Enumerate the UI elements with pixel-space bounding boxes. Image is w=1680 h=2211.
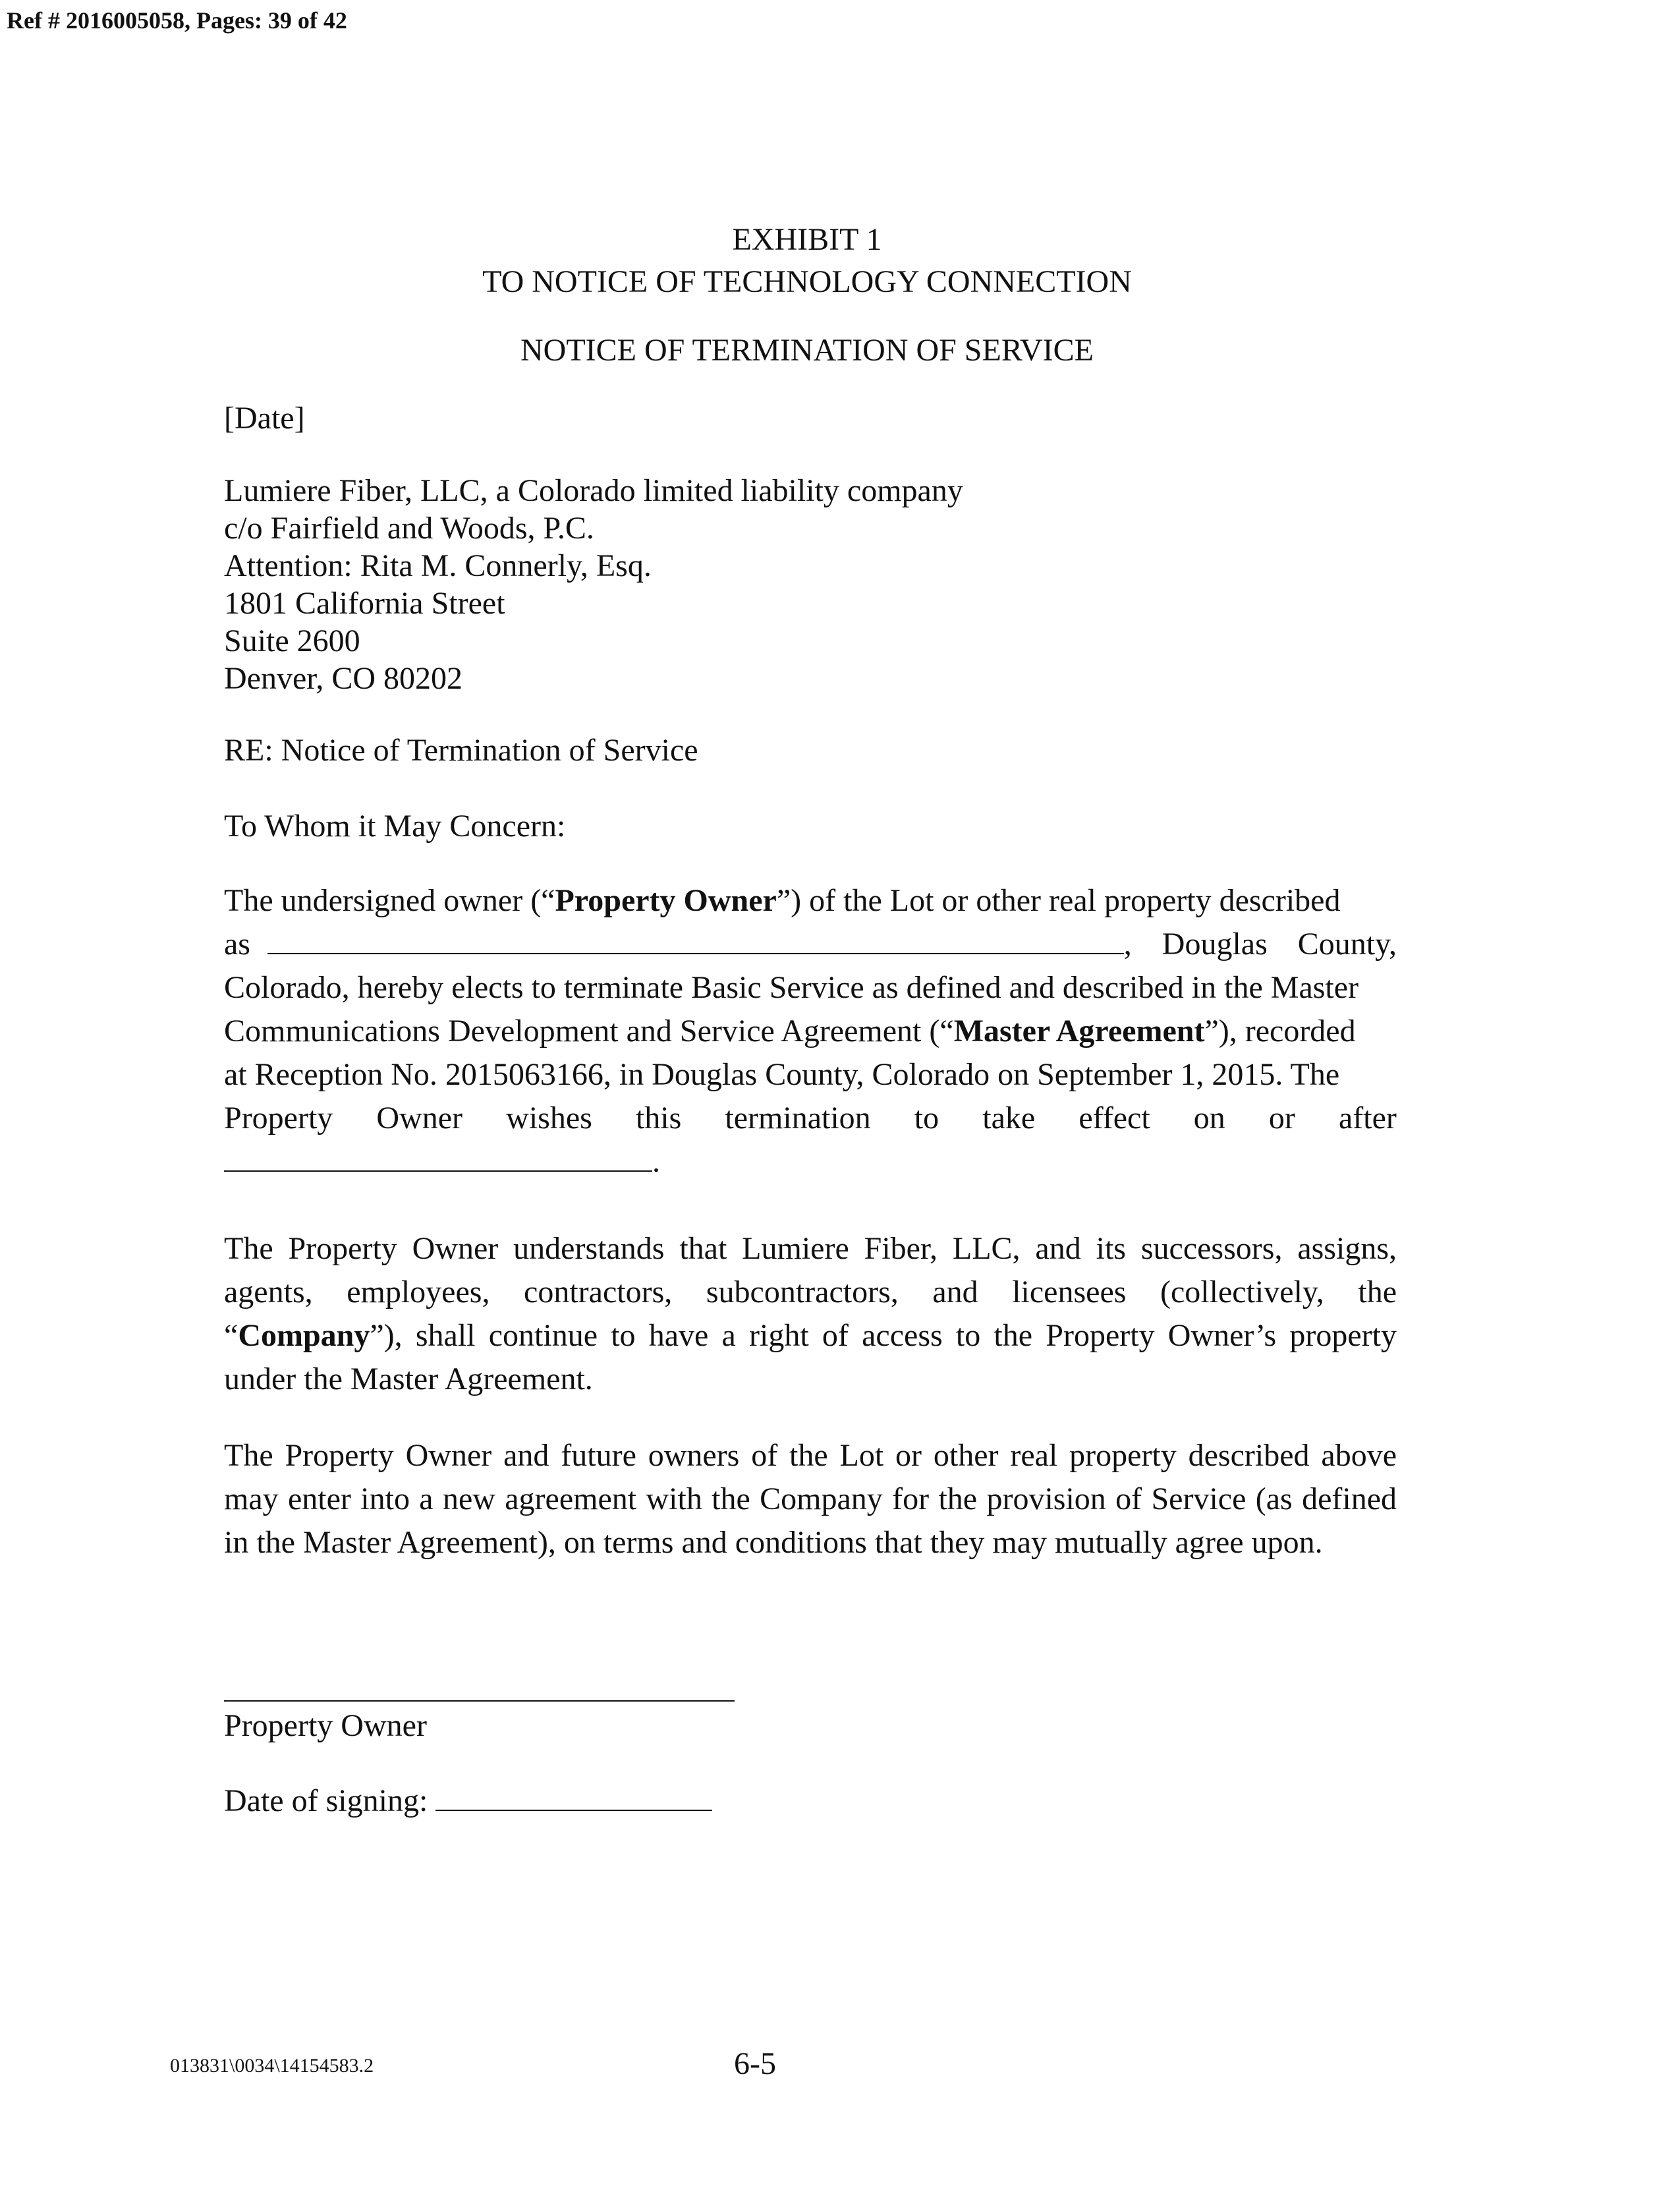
address-line: c/o Fairfield and Woods, P.C. bbox=[224, 511, 594, 546]
paragraph-line: at Reception No. 2015063166, in Douglas County, Colorado on September 1, 2015. The bbox=[224, 1057, 1340, 1092]
address-line: Lumiere Fiber, LLC, a Colorado limited liability company bbox=[224, 473, 963, 508]
address-block bbox=[224, 472, 963, 697]
paragraph-line: Colorado, hereby elects to terminate Basic Service as defined and described in the Master bbox=[224, 970, 1359, 1005]
defined-term-master-agreement: Master Agreement bbox=[953, 1014, 1205, 1048]
document-code: 013831\0034\14154583.2 bbox=[170, 2055, 374, 2077]
signature-line[interactable] bbox=[224, 1700, 735, 1702]
paragraph-line: Property Owner wishes this termination to take effect on or after bbox=[224, 1101, 1397, 1135]
defined-term-property-owner: Property Owner bbox=[555, 883, 777, 918]
reference-header: Ref # 2016005058, Pages: 39 of 42 bbox=[7, 7, 347, 34]
paragraph-election bbox=[224, 879, 1397, 1184]
date-of-signing bbox=[224, 1781, 712, 1820]
salutation: To Whom it May Concern: bbox=[224, 809, 566, 844]
effective-date-blank[interactable] bbox=[224, 1141, 652, 1172]
exhibit-title bbox=[0, 219, 1614, 303]
paragraph-line: as , Douglas County, bbox=[224, 923, 1397, 966]
date-of-signing-label: Date of signing: bbox=[224, 1783, 428, 1818]
date-of-signing-blank[interactable] bbox=[435, 1781, 712, 1811]
page-number: 6-5 bbox=[734, 2046, 776, 2081]
exhibit-title-line2: TO NOTICE OF TECHNOLOGY CONNECTION bbox=[482, 264, 1132, 299]
signature-label: Property Owner bbox=[224, 1708, 427, 1743]
paragraph-line: The undersigned owner (“Property Owner”) of the Lot or other real property described bbox=[224, 883, 1341, 918]
paragraph-line: . bbox=[224, 1140, 1397, 1184]
paragraph-line: Communications Development and Service Agreement (“Master Agreement”), recorded bbox=[224, 1014, 1356, 1048]
address-line: 1801 California Street bbox=[224, 586, 505, 621]
paragraph-access-rights: The Property Owner understands that Lumiere Fiber, LLC, and its successors, assigns, agents, employees, contractors, subcontractors, and licensees (collectively, the “Company”), shall continue to have a right of access to the Property Owner’s property under the Master Agreement. bbox=[224, 1231, 1397, 1396]
address-line: Attention: Rita M. Connerly, Esq. bbox=[224, 548, 652, 583]
paragraph-new-agreement: The Property Owner and future owners of the Lot or other real property described above may enter into a new agreement with the Company for the provision of Service (as defined in the Master Agreement), on terms and conditions that they may mutually agree upon. bbox=[224, 1438, 1397, 1560]
exhibit-title-line1: EXHIBIT 1 bbox=[732, 222, 882, 257]
defined-term-company: Company bbox=[238, 1318, 370, 1353]
date-placeholder: [Date] bbox=[224, 401, 305, 436]
address-line: Suite 2600 bbox=[224, 623, 360, 658]
address-line: Denver, CO 80202 bbox=[224, 661, 463, 696]
re-line: RE: Notice of Termination of Service bbox=[224, 733, 698, 768]
property-description-blank[interactable] bbox=[267, 924, 1124, 954]
notice-title: NOTICE OF TERMINATION OF SERVICE bbox=[520, 333, 1094, 368]
